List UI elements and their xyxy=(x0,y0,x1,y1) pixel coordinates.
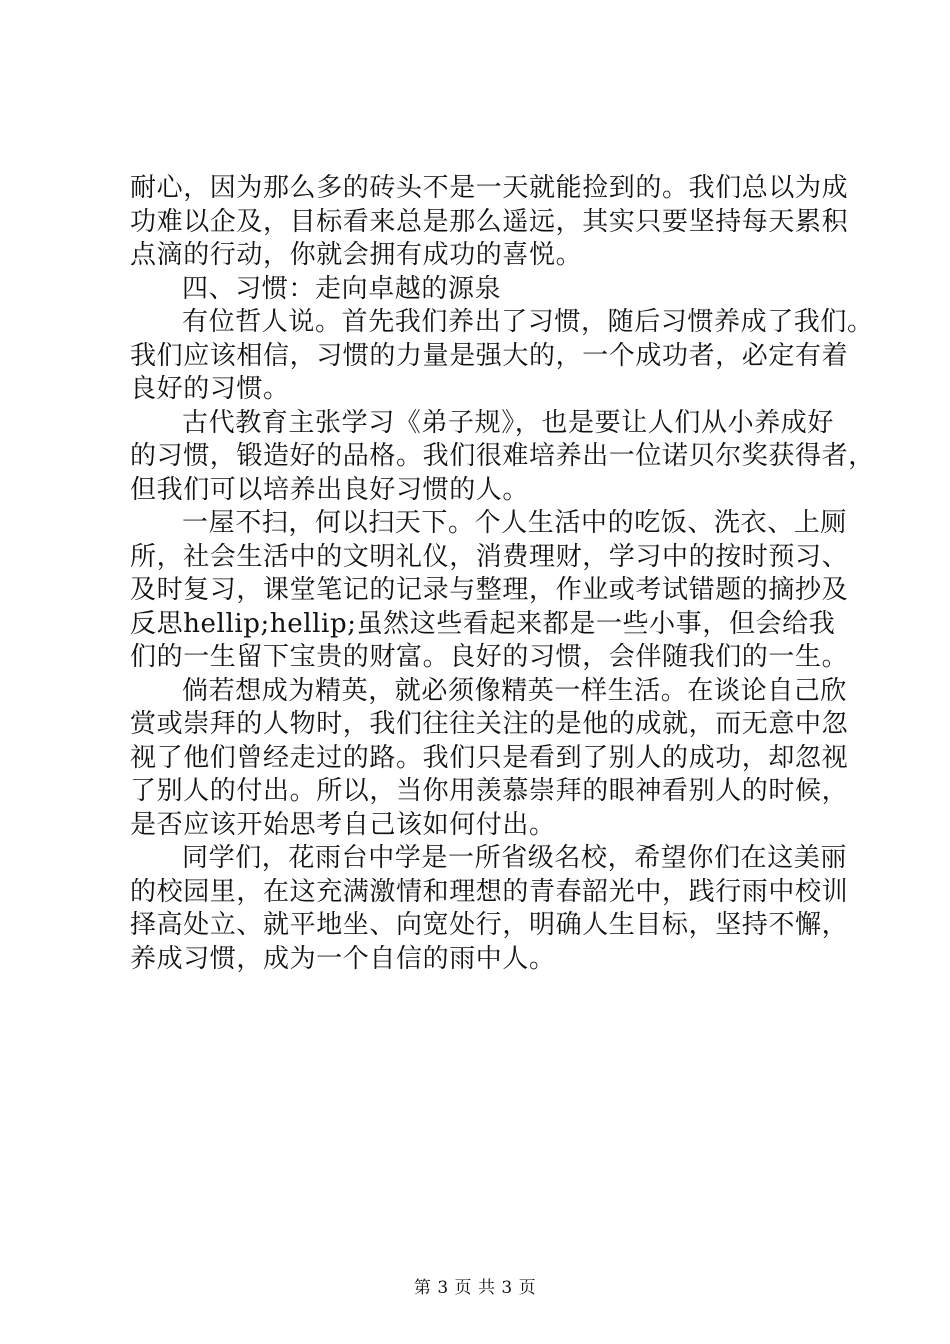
text-line: 的习惯，锻造好的品格。我们很难培养出一位诺贝尔奖获得者， xyxy=(130,441,875,471)
text-line: 视了他们曾经走过的路。我们只是看到了别人的成功，却忽视 xyxy=(130,742,849,773)
text-line: 倘若想成为精英，就必须像精英一样生活。在谈论自己欣 xyxy=(182,675,848,706)
text-line: 古代教育主张学习《弟子规》，也是要让人们从小养成好 xyxy=(182,407,835,438)
text-line: 是否应该开始思考自己该如何付出。 xyxy=(130,809,556,840)
text-line: 功难以企及，目标看来总是那么遥远，其实只要坚持每天累积 xyxy=(130,206,849,237)
text-line: 耐心，因为那么多的砖头不是一天就能捡到的。我们总以为成 xyxy=(130,173,849,203)
text-line: 反思hellip;hellip;虽然这些看起来都是一些小事，但会给我 xyxy=(130,608,836,639)
text-line: 及时复习，课堂笔记的记录与整理，作业或考试错题的摘抄及 xyxy=(130,575,849,605)
text-line: 我们应该相信，习惯的力量是强大的，一个成功者，必定有着 xyxy=(130,340,849,371)
text-line: 同学们，花雨台中学是一所省级名校，希望你们在这美丽 xyxy=(182,843,848,873)
text-line: 了别人的付出。所以，当你用羡慕崇拜的眼神看别人的时候， xyxy=(130,776,849,806)
text-line: 四、习惯：走向卓越的源泉 xyxy=(182,273,502,304)
text-line: 有位哲人说。首先我们养出了习惯，随后习惯养成了我们。 xyxy=(182,307,874,337)
text-line: 的校园里，在这充满激情和理想的青春韶光中，践行雨中校训 xyxy=(130,876,849,907)
text-line: 点滴的行动，你就会拥有成功的喜悦。 xyxy=(130,240,583,270)
page-footer: 第 3 页 共 3 页 xyxy=(413,1278,537,1298)
text-line: 一屋不扫，何以扫天下。个人生活中的吃饭、洗衣、上厕 xyxy=(182,508,848,538)
text-line: 择高处立、就平地坐、向宽处行，明确人生目标，坚持不懈， xyxy=(130,910,849,940)
text-line: 赏或崇拜的人物时，我们往往关注的是他的成就，而无意中忽 xyxy=(130,709,849,739)
document-body xyxy=(130,172,875,976)
text-line: 良好的习惯。 xyxy=(130,374,290,404)
text-line: 们的一生留下宝贵的财富。良好的习惯，会伴随我们的一生。 xyxy=(130,642,849,672)
text-line: 养成习惯，成为一个自信的雨中人。 xyxy=(130,943,556,974)
text-line: 所，社会生活中的文明礼仪，消费理财，学习中的按时预习、 xyxy=(130,541,849,572)
text-line: 但我们可以培养出良好习惯的人。 xyxy=(130,474,530,505)
